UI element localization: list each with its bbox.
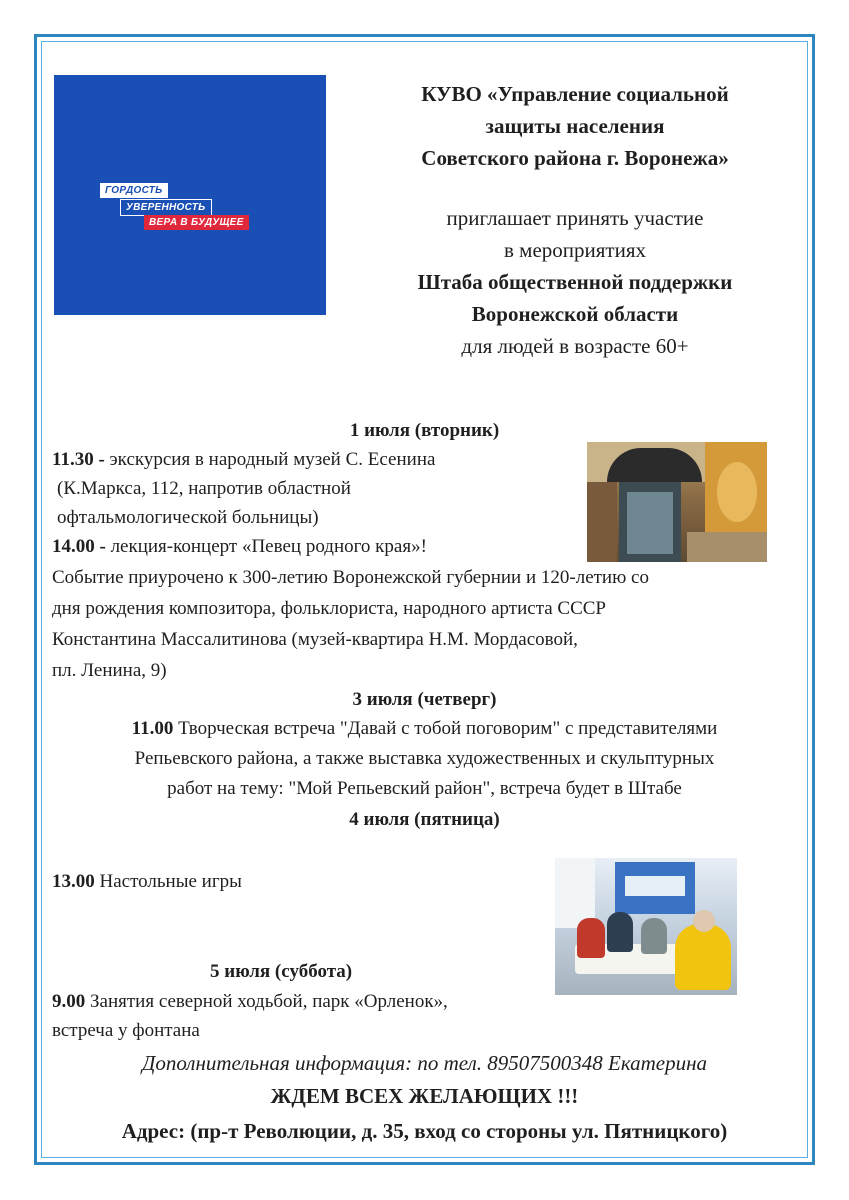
invite-line1: приглашает принять участие	[446, 206, 704, 230]
day5-time: 9.00	[52, 991, 86, 1012]
museum-photo	[587, 442, 767, 562]
day1-event2-desc4: пл. Ленина, 9)	[52, 660, 167, 681]
logo-word-pride: ГОРДОСТЬ	[100, 183, 168, 198]
day3-text1	[41, 717, 808, 741]
day1-event1-text: экскурсия в народный музей С. Есенина	[104, 449, 436, 470]
logo-word-confidence: УВЕРЕННОСТЬ	[120, 199, 212, 216]
day4-event	[52, 870, 242, 894]
day3-text2: Репьевского района, а также выставка художественных и скульптурных	[134, 748, 715, 769]
day1-event2-desc2: дня рождения композитора, фольклориста, народного артиста СССР	[52, 598, 606, 619]
day1-event2-desc3: Константина Массалитинова (музей-квартира Н.М. Мордасовой,	[52, 629, 578, 650]
day3-title: 3 июля (четверг)	[352, 689, 497, 710]
day4-title: 4 июля (пятница)	[349, 809, 500, 830]
day4-text: Настольные игры	[94, 871, 242, 892]
day1-event1-address2: офтальмологической больницы)	[57, 507, 319, 528]
contact-info: Дополнительная информация: по тел. 89507500348 Екатерина	[141, 1051, 708, 1075]
day5-text1: Занятия северной ходьбой, парк «Орленок»,	[85, 991, 448, 1012]
day1-event2-time: 14.00 -	[52, 536, 106, 557]
address-line: Адрес: (пр-т Революции, д. 35, вход со стороны ул. Пятницкого)	[121, 1119, 728, 1143]
day1-title: 1 июля (вторник)	[349, 420, 500, 441]
logo-word-faith: ВЕРА В БУДУЩЕЕ	[144, 215, 249, 230]
day5-event	[52, 990, 448, 1014]
day1-event1	[52, 448, 435, 472]
day1-event2-text: лекция-концерт «Певец родного края»!	[105, 536, 427, 557]
header-block	[340, 78, 810, 362]
day4-time: 13.00	[52, 871, 95, 892]
day5-text2: встреча у фонтана	[52, 1020, 200, 1041]
hq-line2: Воронежской области	[471, 302, 679, 326]
org-name-line3: Советского района г. Воронежа»	[421, 146, 729, 170]
hq-line1: Штаба общественной поддержки	[417, 270, 733, 294]
day3-text3: работ на тему: "Мой Репьевский район", встреча будет в Штабе	[167, 778, 682, 799]
day5-title: 5 июля (суббота)	[210, 961, 353, 982]
day1-event2	[52, 535, 427, 559]
org-name-line1: КУВО «Управление социальной	[421, 82, 729, 106]
welcome-line: ЖДЕМ ВСЕХ ЖЕЛАЮЩИХ !!!	[270, 1084, 579, 1108]
logo-banner	[54, 75, 326, 315]
day1-event2-desc1: Событие приурочено к 300-летию Воронежской губернии и 120-летию со	[52, 567, 649, 588]
invite-line2: в мероприятиях	[504, 238, 646, 262]
day1-event1-time: 11.30 -	[52, 449, 105, 470]
org-name-line2: защиты населения	[485, 114, 665, 138]
day1-event1-address1: (К.Маркса, 112, напротив областной	[57, 478, 351, 499]
age-line: для людей в возрасте 60+	[461, 334, 689, 358]
board-games-photo	[555, 858, 737, 995]
day3-text1-body: Творческая встреча "Давай с тобой поговорим" с представителями	[173, 718, 718, 739]
day3-time: 11.00	[131, 718, 174, 739]
